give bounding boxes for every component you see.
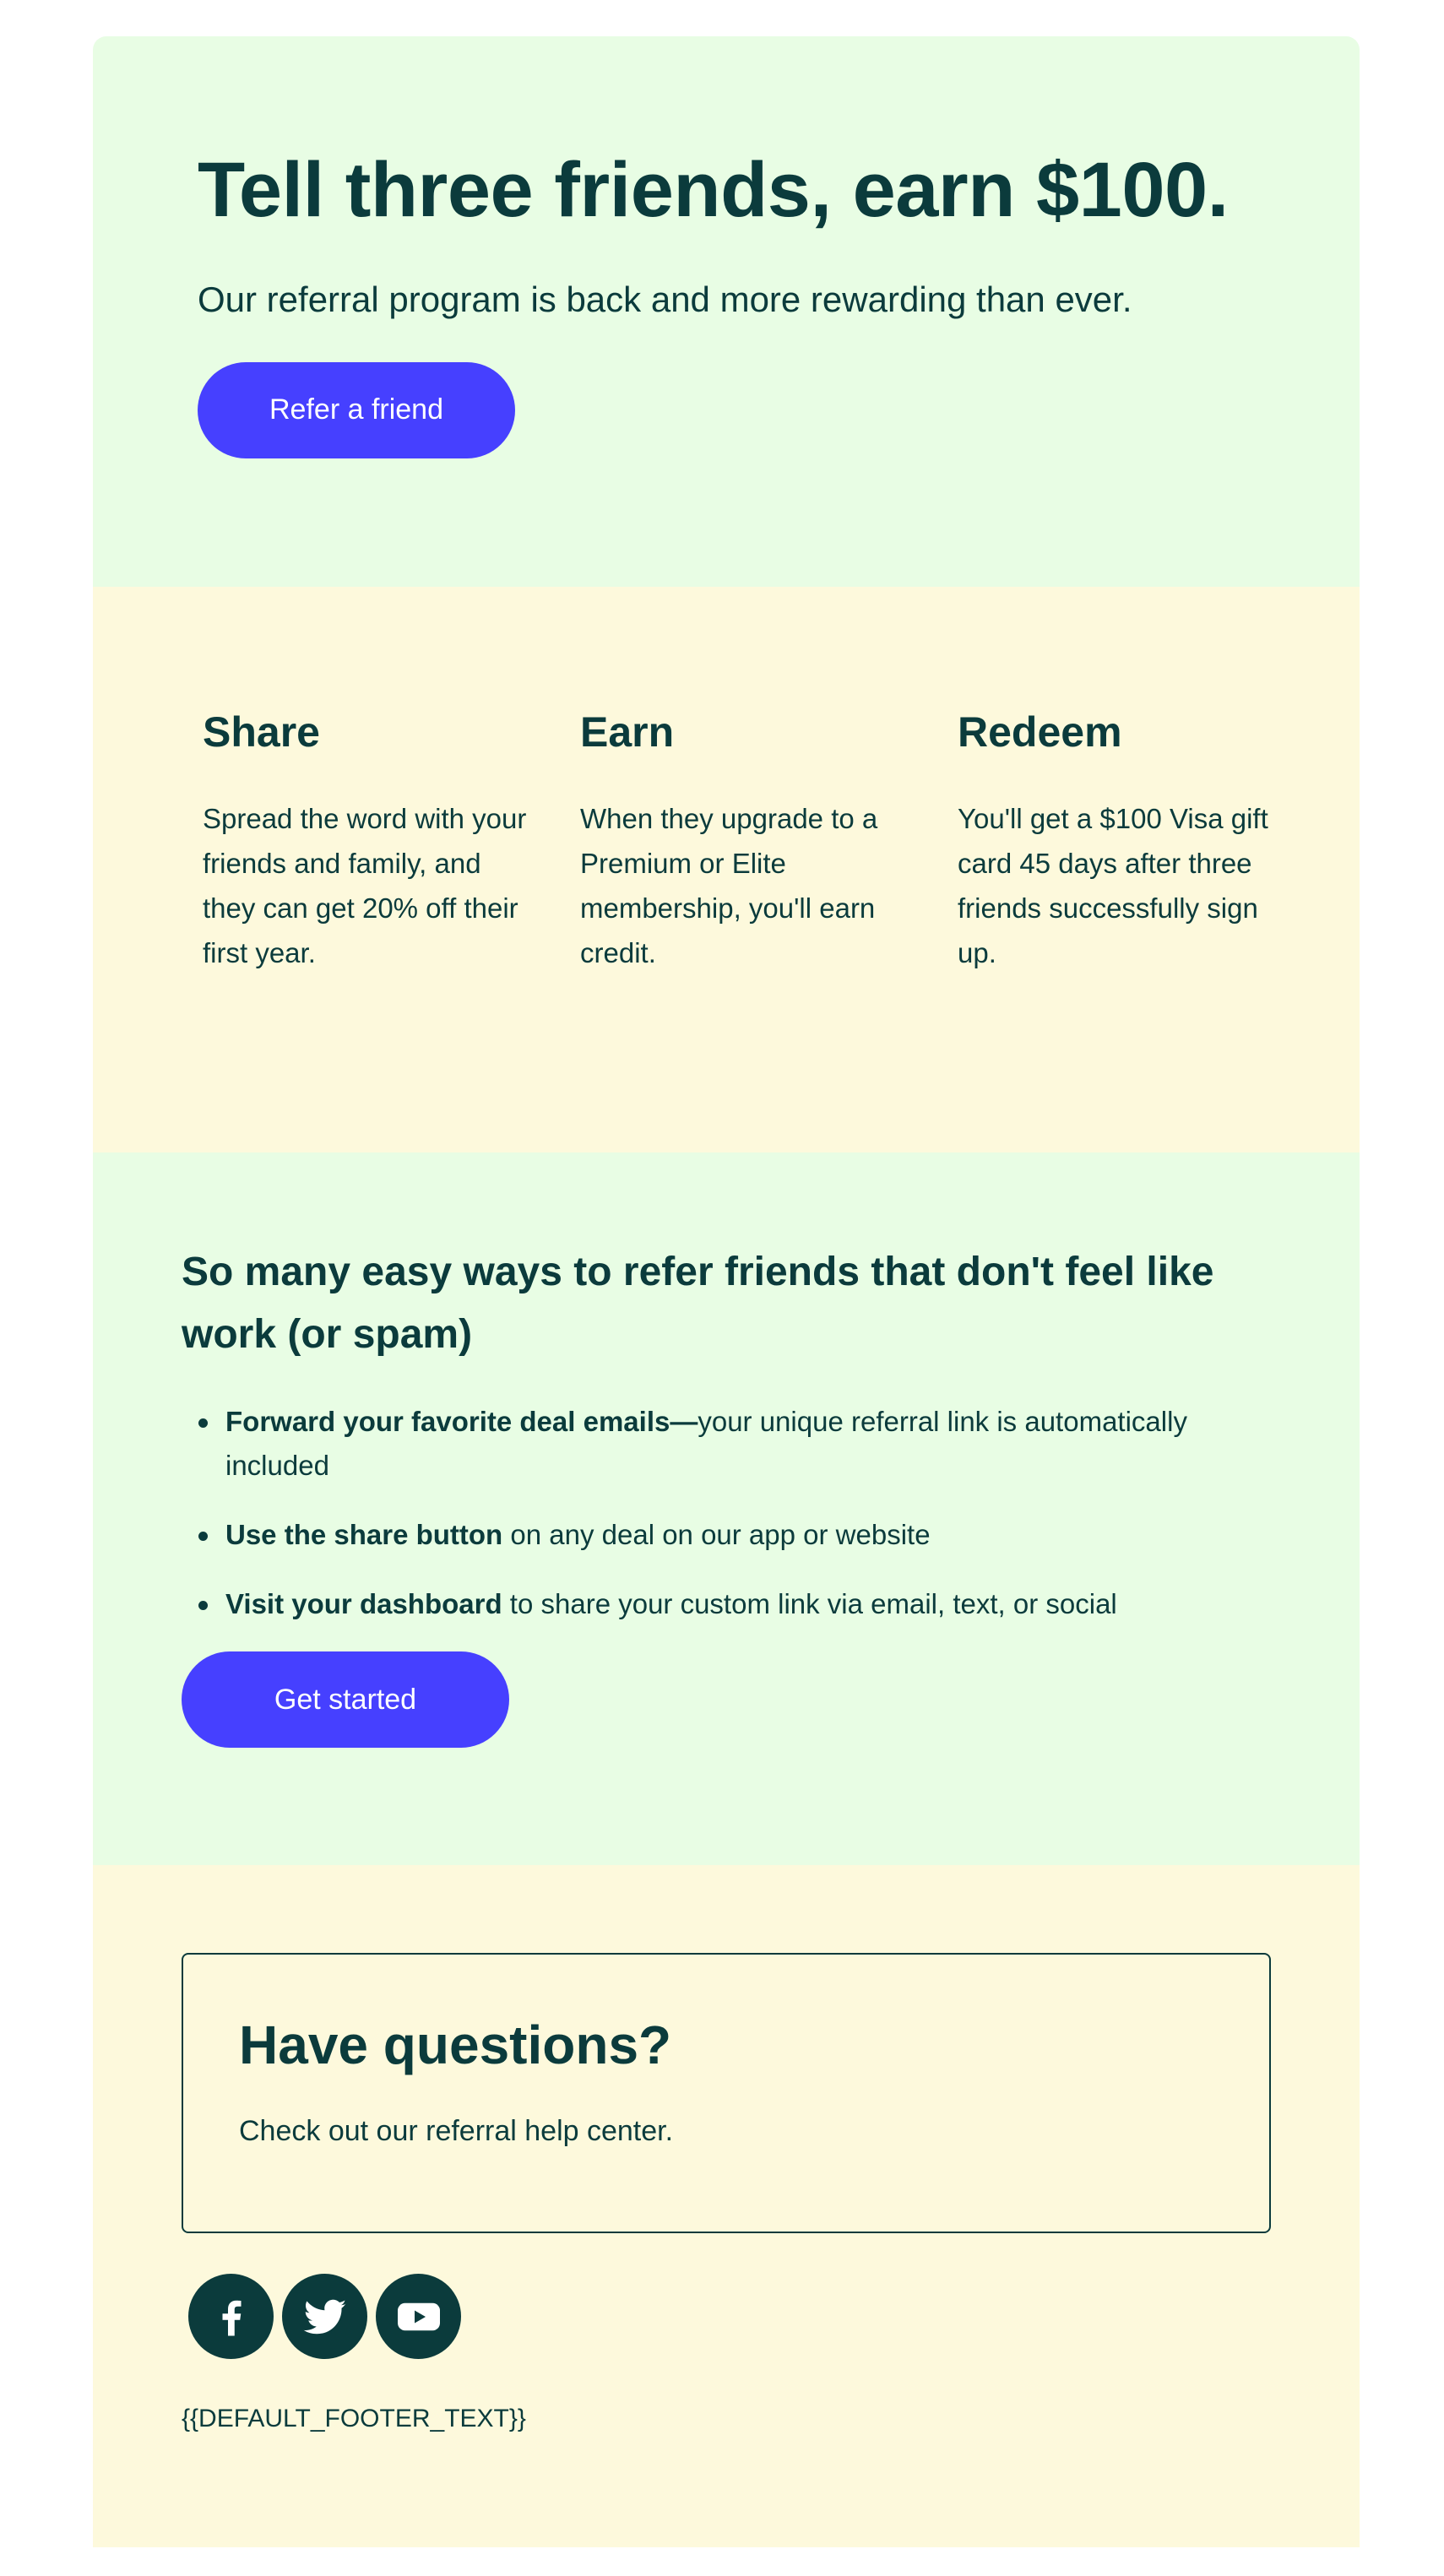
list-item <box>225 1513 1272 1557</box>
hero-section <box>93 36 1360 587</box>
refer-a-friend-button[interactable]: Refer a friend <box>198 362 515 458</box>
youtube-link[interactable] <box>376 2274 461 2359</box>
bullet-icon <box>198 1532 208 1541</box>
ways-title: So many easy ways to refer friends that don't feel like work (or spam) <box>182 1250 1214 1357</box>
list-item <box>225 1582 1272 1626</box>
questions-box <box>182 1953 1271 2233</box>
step-text: You'll get a $100 Visa gift card 45 days after three friends successfully sign up. <box>958 803 1268 968</box>
list-item-bold: Use the share button <box>225 1519 503 1550</box>
step-share <box>203 707 580 1152</box>
twitter-link[interactable] <box>282 2274 367 2359</box>
bullet-icon <box>198 1418 208 1428</box>
footer-text: {{DEFAULT_FOOTER_TEXT}} <box>182 2405 526 2432</box>
step-redeem <box>958 707 1335 1152</box>
step-title: Earn <box>580 708 675 756</box>
list-item-bold: Forward your favorite deal emails— <box>225 1406 698 1437</box>
list-item-bold: Visit your dashboard <box>225 1588 502 1619</box>
hero-title: Tell three friends, earn $100. <box>198 147 1229 233</box>
list-item <box>225 1400 1272 1488</box>
step-text: Spread the word with your friends and family, and they can get 20% off their first year. <box>203 803 527 968</box>
facebook-icon <box>206 2291 257 2342</box>
list-item-text: your unique referral link is automatically included <box>225 1406 1187 1481</box>
get-started-button[interactable]: Get started <box>182 1651 509 1748</box>
step-earn <box>580 707 958 1152</box>
youtube-icon <box>394 2291 444 2342</box>
hero-subtitle: Our referral program is back and more rewarding than ever. <box>198 279 1132 320</box>
step-title: Share <box>203 708 320 756</box>
facebook-link[interactable] <box>188 2274 274 2359</box>
social-links <box>188 2274 1271 2359</box>
step-text: When they upgrade to a Premium or Elite membership, you'll earn credit. <box>580 803 878 968</box>
list-item-text: to share your custom link via email, text, or social <box>502 1588 1117 1619</box>
list-item-text: on any deal on our app or website <box>502 1519 931 1550</box>
steps-section <box>93 587 1360 1152</box>
twitter-icon <box>300 2291 350 2342</box>
step-title: Redeem <box>958 708 1122 756</box>
questions-text: Check out our referral help center. <box>239 2115 674 2148</box>
bullet-icon <box>198 1601 208 1610</box>
questions-title: Have questions? <box>239 2015 672 2075</box>
ways-list <box>182 1400 1272 1626</box>
ways-section <box>93 1152 1360 1865</box>
footer-section <box>93 1865 1360 2547</box>
email-container <box>93 36 1360 2547</box>
